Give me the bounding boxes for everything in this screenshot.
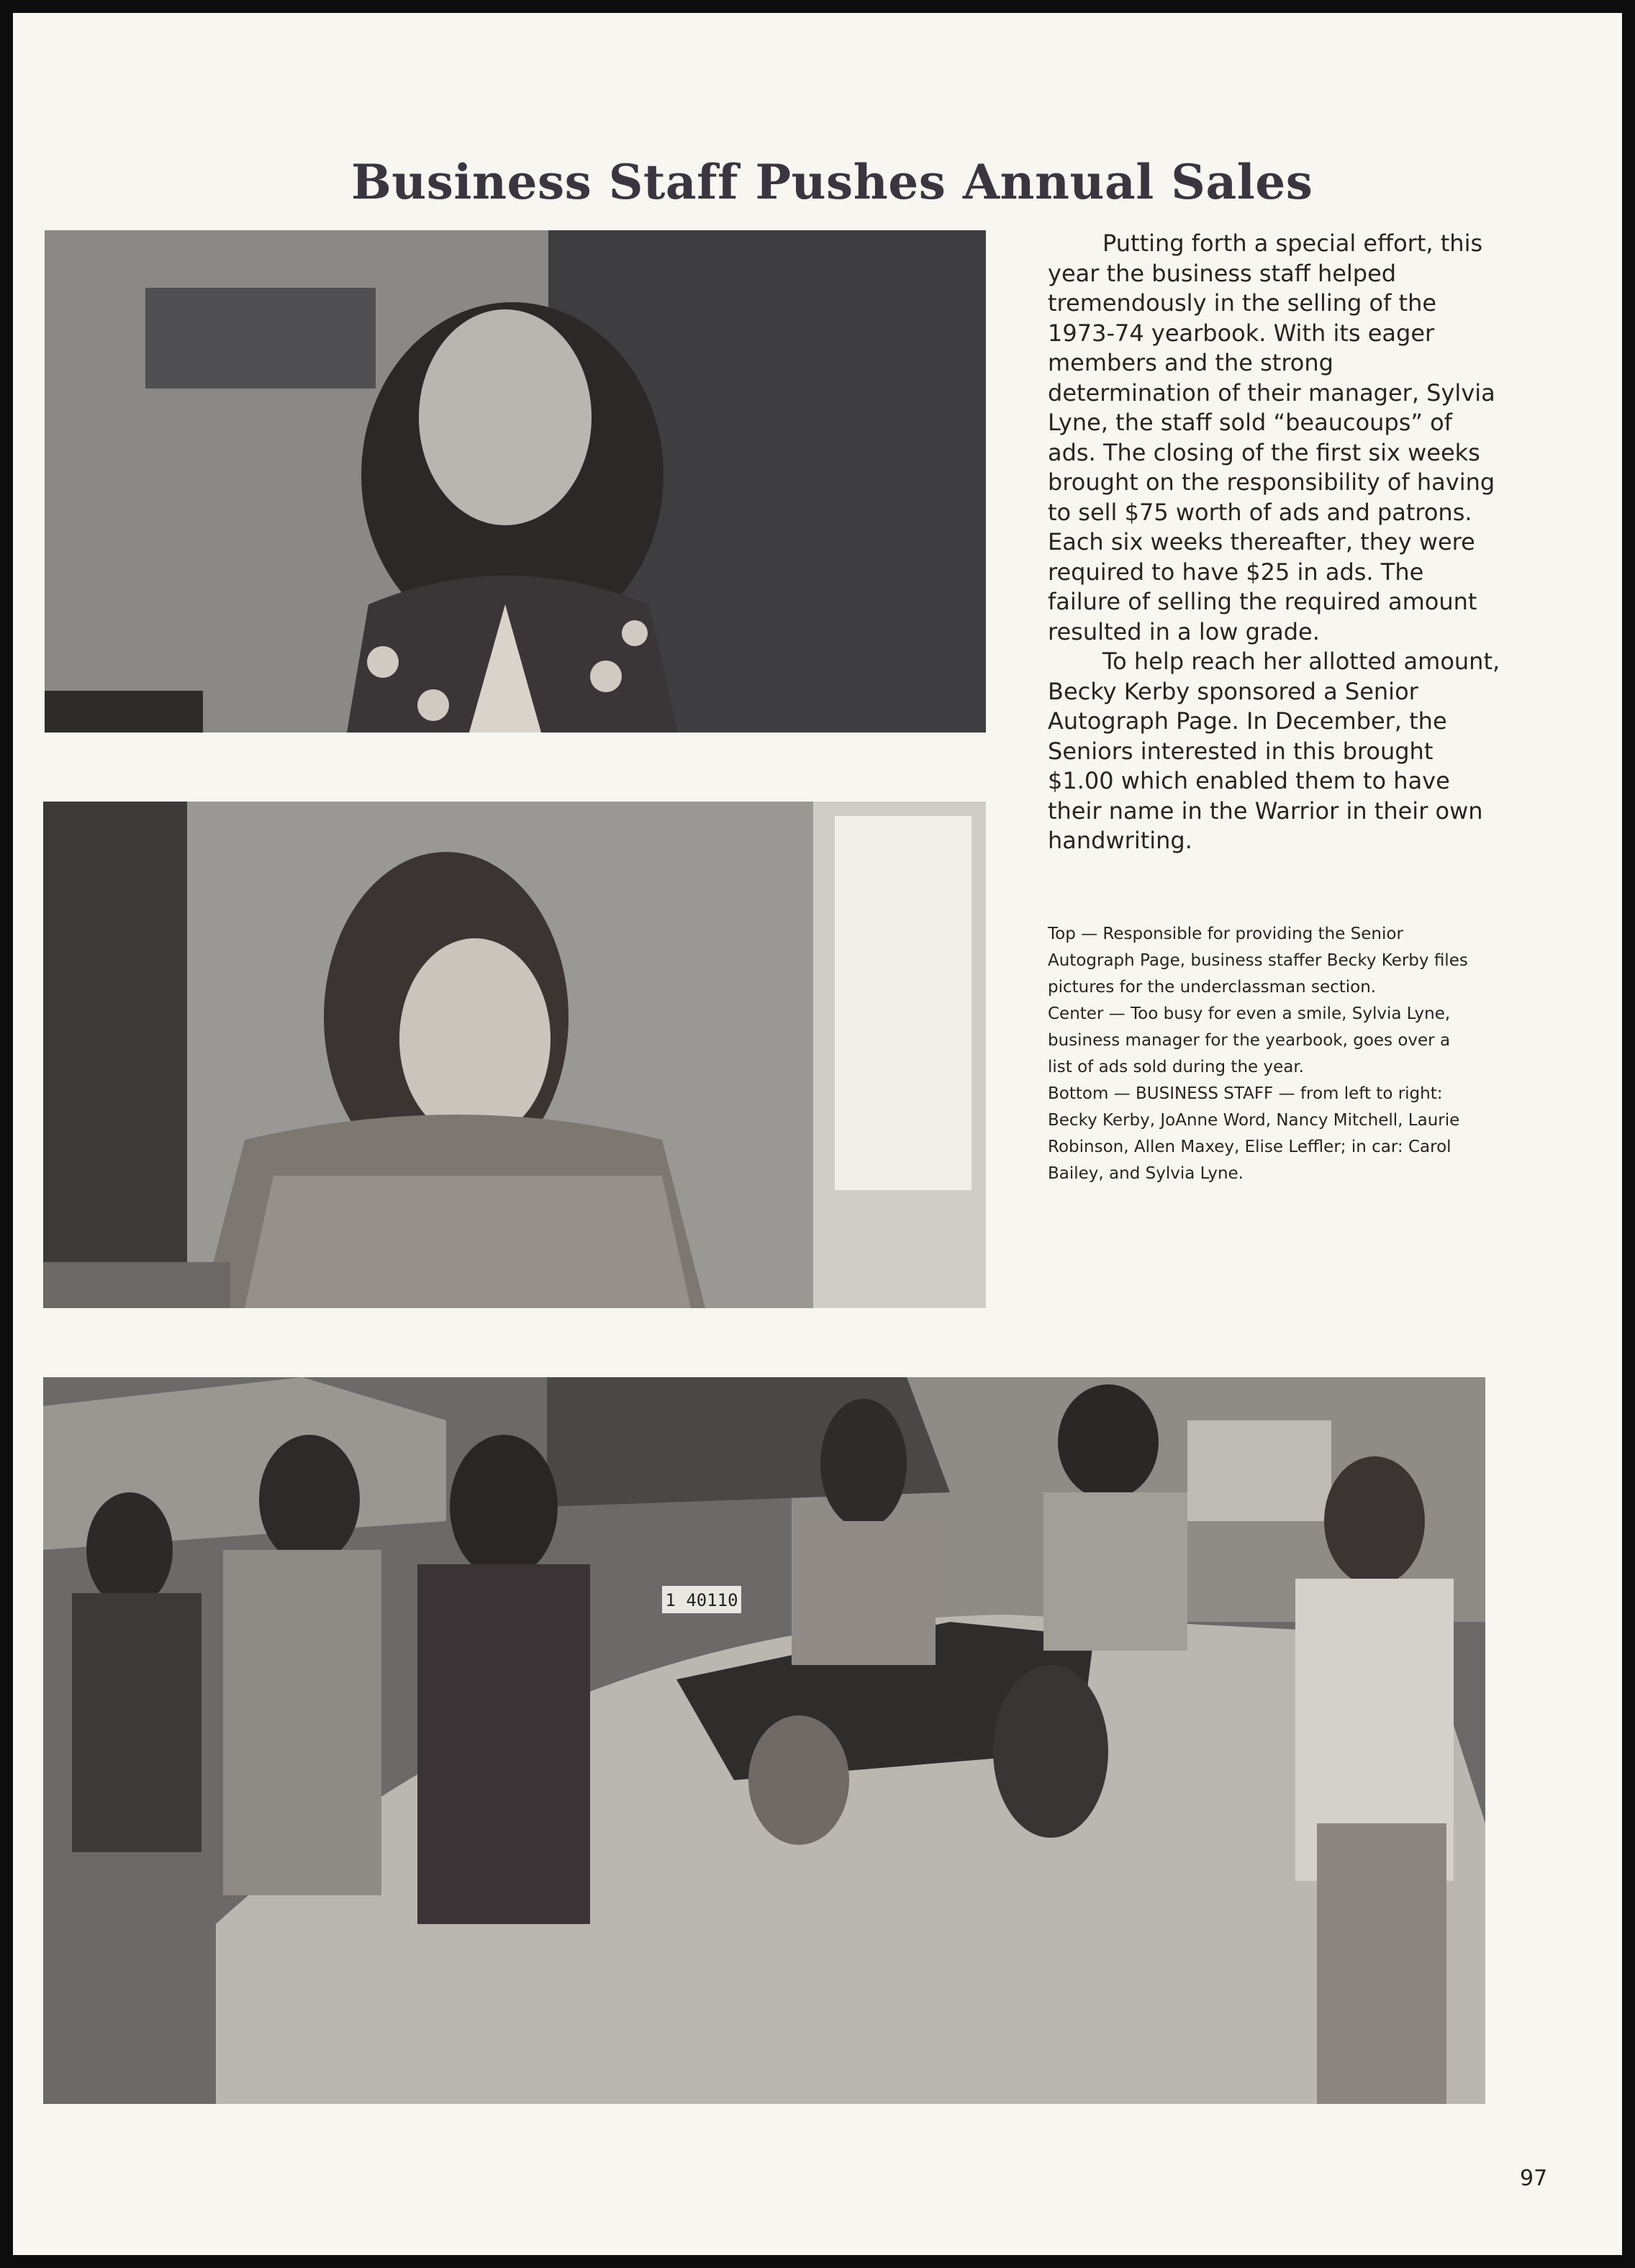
photo-top-image [45, 230, 986, 732]
caption-top: Top — Responsible for providing the Senior Autograph Page, business staffer Becky Kerby files pictures for the underclassman section. [1048, 925, 1468, 997]
caption-center: Center — Too busy for even a smile, Sylvia Lyne, business manager for the yearbook, goes over a list of ads sold during the year. [1048, 1004, 1451, 1076]
photo-bottom-image [43, 1377, 1485, 2104]
page-headline: Business Staff Pushes Annual Sales [351, 154, 1313, 210]
page-number: 97 [1520, 2166, 1548, 2191]
photo-top-student-at-chalkboard [45, 230, 986, 732]
photo-bottom-business-staff-group [43, 1377, 1485, 2104]
license-plate-text: 1 40110 [665, 1590, 738, 1610]
caption-bottom: Bottom — BUSINESS STAFF — from left to right: Becky Kerby, JoAnne Word, Nancy Mitchell, Laurie Robinson, Allen Maxey, Elise Leffler; in car: Carol Bailey, and Sylvia Lyne. [1048, 1084, 1460, 1183]
photo-captions [1048, 921, 1480, 1187]
article-paragraph: Putting forth a special effort, this year the business staff helped tremendously in the selling of the 1973-74 yearbook. With its eager members and the strong determination of their manager, Sylvia Lyne, the staff sold “beaucoups” of ads. The closing of the first six weeks brought on the responsibility of having to sell $75 worth of ads and patrons. Each six weeks thereafter, they were required to have $25 in ads. The failure of selling the required amount resulted in a low grade. [1048, 230, 1495, 645]
photo-center-student-at-desk [43, 802, 986, 1308]
article-body [1048, 229, 1501, 856]
yearbook-page [13, 13, 1622, 2255]
article-paragraph: To help reach her allotted amount, Becky Kerby sponsored a Senior Autograph Page. In December, the Seniors interested in this brought $1.00 which enabled them to have their name in the Warrior in their own handwriting. [1048, 648, 1500, 854]
photo-center-image [43, 802, 986, 1308]
